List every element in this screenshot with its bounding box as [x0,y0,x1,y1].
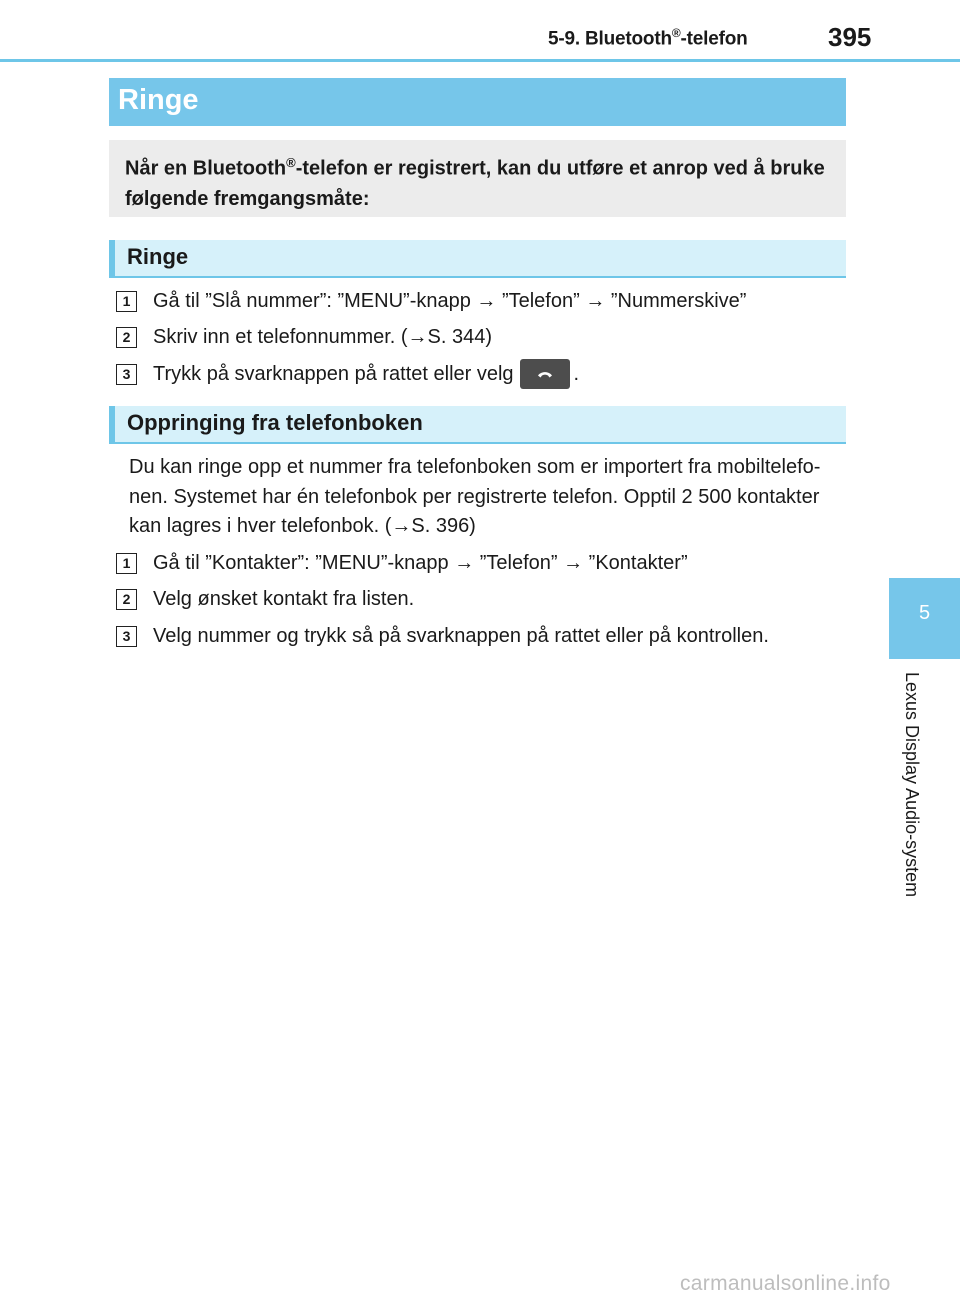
step-item [116,361,579,387]
step-item [116,623,769,649]
chapter-tab: 5 [889,578,960,659]
header-title-main: 5-9. Bluetooth [548,28,672,50]
step-number: 2 [116,589,137,610]
step-number: 2 [116,327,137,348]
paragraph-line: Du kan ringe opp et nummer fra telefonboken som er importert fra mobiltelefo- [129,456,821,478]
step-text: Gå til ”Slå nummer”: ”MENU”-knapp → ”Telefon” → ”Nummerskive” [153,289,747,312]
intro-text-start: Når en Bluetooth [125,157,287,180]
step-text: Trykk på svarknappen på rattet eller velg [153,362,514,385]
step-item [116,586,414,612]
watermark: carmanualsonline.info [680,1272,891,1295]
step-text: Gå til ”Kontakter”: ”MENU”-knapp → ”Telefon” → ”Kontakter” [153,551,688,574]
phone-call-icon [520,359,570,389]
paragraph-line: kan lagres i hver telefonbok. (→S. 396) [129,515,476,537]
registered-mark: ® [286,155,296,170]
step-text-suffix: . [573,362,580,385]
step-text: Velg ønsket kontakt fra listen. [153,587,415,610]
step-text: Skriv inn et telefonnummer. (→S. 344) [153,325,493,348]
step-item [116,324,492,350]
step-text: Velg nummer og trykk så på svarknappen på rattet eller på kontrollen. [153,624,769,647]
header-title-suffix: -telefon [680,28,748,50]
step-item [116,550,688,576]
step-number: 1 [116,291,137,312]
header-divider [0,59,960,62]
page-number: 395 [828,22,872,52]
subsection-heading-telefonbok: Oppringing fra telefonboken [109,406,846,444]
step-number: 1 [116,553,137,574]
intro-text-end: -telefon er registrert, kan du utføre et anrop ved å bruke følgende fremgangsmåte: [125,157,825,210]
registered-mark: ® [671,26,681,40]
header-title [548,26,748,50]
phone-handset-icon [537,369,553,379]
step-number: 3 [116,626,137,647]
step-number: 3 [116,364,137,385]
paragraph-line: nen. Systemet har én telefonbok per registrerte telefon. Opptil 2 500 kontakter [129,485,820,508]
intro-box [109,140,846,217]
section-title: Ringe [109,78,846,126]
subsection-heading-ringe: Ringe [109,240,846,278]
chapter-title-vertical: Lexus Display Audio-system [902,672,922,898]
step-item [116,288,746,314]
paragraph [129,453,849,542]
